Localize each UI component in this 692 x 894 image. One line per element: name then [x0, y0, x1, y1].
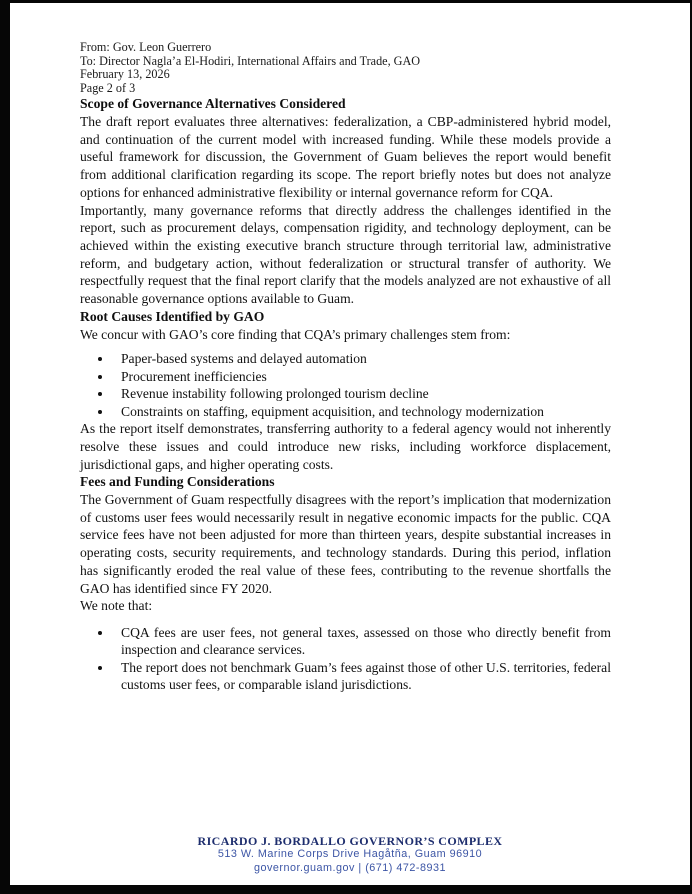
list-item: • Constraints on staffing, equipment acquisition, and technology modernization [113, 403, 611, 421]
scope-paragraph-1: The draft report evaluates three alternatives: federalization, a CBP-administered hybrid model, and continuation of the current model with increased funding. While these models provide a useful framework for discussion, the Government of Guam believes the report would benefit from additional clarification regarding its scope. The report briefly notes but does not analyze options for enhanced administrative flexibility or internal governance reform for CQA. [80, 114, 611, 200]
header-from-line: From: Gov. Leon Guerrero [80, 40, 212, 54]
list-item: • Paper-based systems and delayed automation [113, 350, 611, 368]
section-heading-root-causes: Root Causes Identified by GAO [80, 308, 265, 324]
fees-paragraph-1: The Government of Guam respectfully disagrees with the report’s implication that modernization of customs user fees would necessarily result in negative economic impacts for the public. CQA service fees have not been adjusted for more than thirteen years, despite substantial increases in operating costs, security requirements, and technology standards. During this period, inflation has significantly eroded the real value of these fees, contributing to the revenue shortfalls the GAO has identified since FY 2020. [80, 492, 611, 596]
letterhead-footer [10, 834, 690, 875]
header-to-line: To: Director Nagla’a El-Hodiri, International Affairs and Trade, GAO [80, 53, 421, 68]
footer-address: 513 W. Marine Corps Drive Hagåtña, Guam 96910 [217, 848, 483, 860]
list-item: • Revenue instability following prolonged tourism decline [113, 385, 611, 403]
section-heading-scope: Scope of Governance Alternatives Considered [80, 96, 346, 112]
letter-header-block [80, 41, 611, 95]
root-causes-outro: As the report itself demonstrates, transferring authority to a federal agency would not inherently resolve these issues and could introduce new risks, including workforce displacement, jurisdictional gaps, and higher operating costs. [80, 421, 611, 472]
root-causes-bullet-list [80, 350, 611, 420]
header-date-line: February 13, 2026 [80, 67, 170, 82]
root-causes-intro: We concur with GAO’s core finding that CQA’s primary challenges stem from: [80, 326, 511, 342]
header-page-number-line: Page 2 of 3 [80, 80, 136, 95]
fees-note-intro: We note that: [80, 598, 153, 614]
fees-bullet-list [80, 624, 611, 694]
list-item: • CQA fees are user fees, not general taxes, assessed on those who directly benefit from inspection and clearance services. [113, 624, 611, 659]
scope-paragraph-2: Importantly, many governance reforms that directly address the challenges identified in the report, such as procurement delays, compensation rigidity, and technology deployment, can be achieved within the existing executive branch structure through territorial law, administrative reform, and budgetary action, without federalization or structural transfer of authority. We respectfully request that the final report clarify that the models analyzed are not exhaustive of all reasonable governance options available to Guam. [80, 202, 611, 307]
footer-contact: governor.guam.gov | (671) 472-8931 [253, 861, 447, 874]
footer-complex-name: RICARDO J. BORDALLO GOVERNOR’S COMPLEX [197, 834, 503, 848]
list-item: • Procurement inefficiencies [113, 368, 611, 386]
section-heading-fees: Fees and Funding Considerations [80, 474, 275, 490]
letter-body [10, 3, 690, 694]
list-item: • The report does not benchmark Guam’s fees against those of other U.S. territories, federal customs user fees, or comparable island jurisdictions. [113, 659, 611, 694]
